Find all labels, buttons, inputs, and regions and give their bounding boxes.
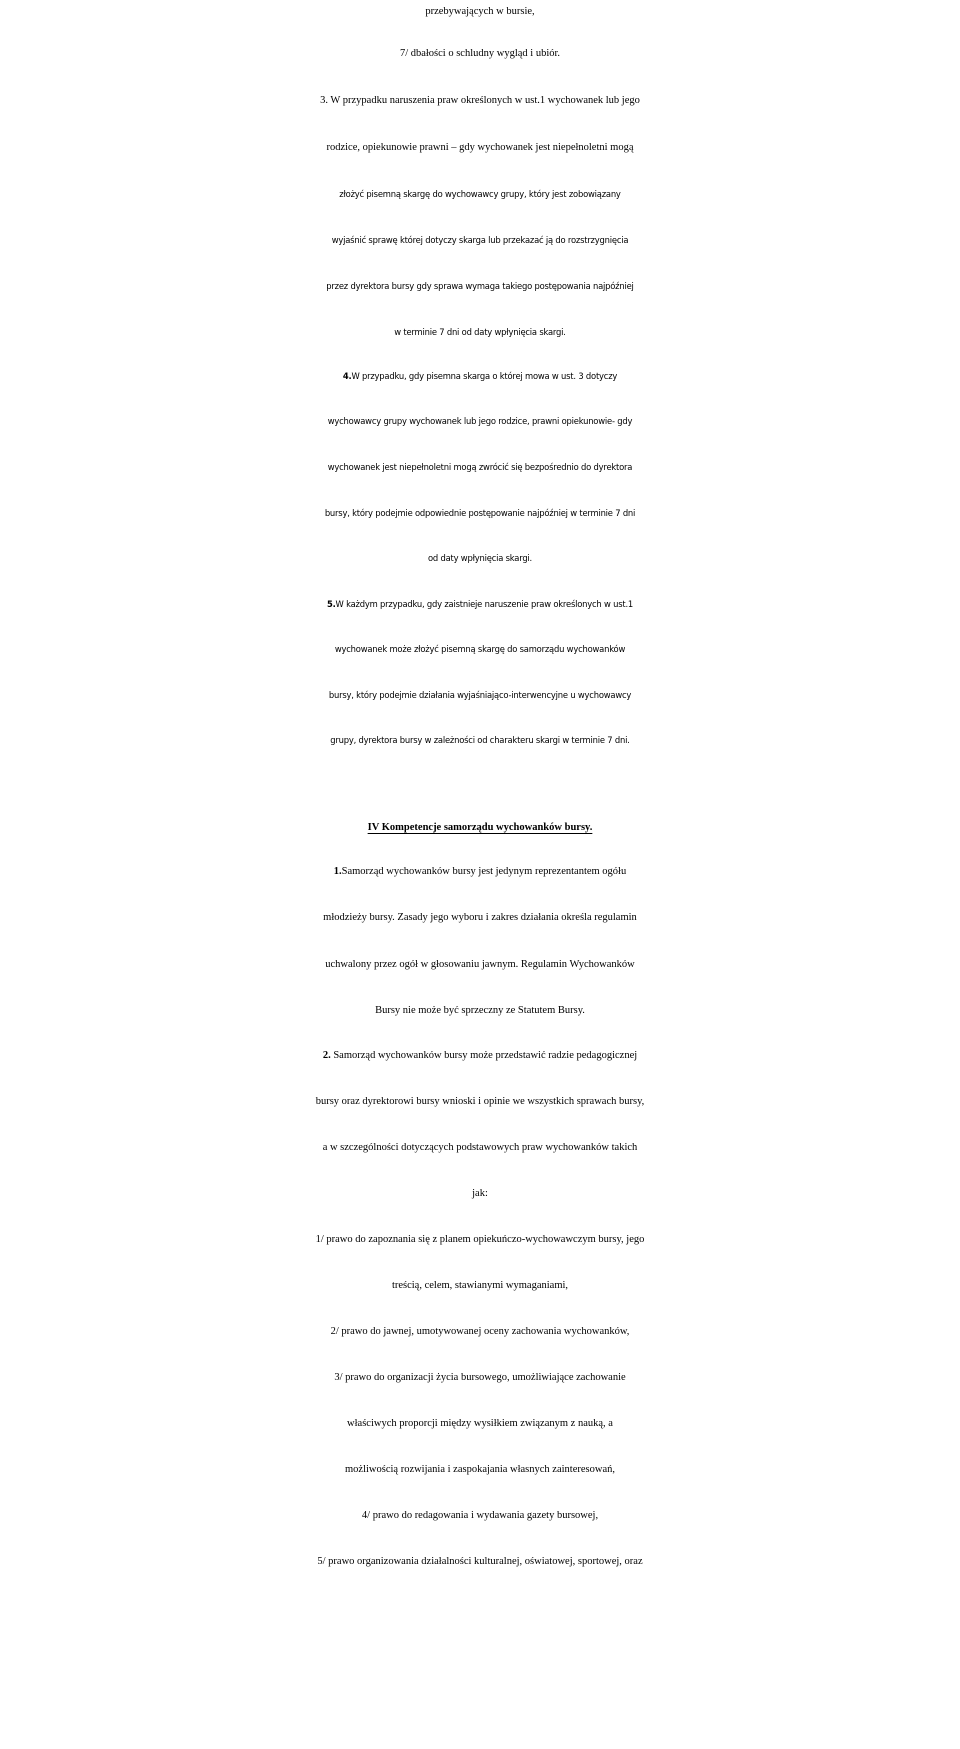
text-line: 7/ dbałości o schludny wygląd i ubiór. xyxy=(399,48,561,59)
list-item-continuation: treścią, celem, stawianymi wymaganiami, xyxy=(391,1280,569,1291)
text-line: od daty wpłynięcia skargi. xyxy=(427,553,533,563)
text-line: jak: xyxy=(472,1188,488,1199)
text-line: bursy, który podejmie odpowiednie postępowanie najpóźniej w terminie 7 dni xyxy=(324,508,636,518)
paragraph-2-line xyxy=(0,1041,960,1071)
section-heading: IV Kompetencje samorządu wychowanków bursy. xyxy=(367,822,593,833)
text-line: wychowanek jest niepełnoletni mogą zwrócić się bezpośrednio do dyrektora xyxy=(327,462,633,472)
text-line: złożyć pisemną skargę do wychowawcy grupy, który jest zobowiązany xyxy=(339,189,621,199)
list-item-continuation: właściwych proporcji między wysiłkiem związanym z nauką, a xyxy=(347,1418,613,1429)
text-line: W przypadku, gdy pisemna skarga o której mowa w ust. 3 dotyczy xyxy=(351,371,618,381)
paragraph-number: 4. xyxy=(342,371,352,381)
text-line: przebywających w bursie, xyxy=(425,6,535,17)
paragraph-number: 1. xyxy=(333,866,342,877)
list-item: 2/ prawo do jawnej, umotywowanej oceny zachowania wychowanków, xyxy=(330,1326,630,1337)
text-line: wychowawcy grupy wychowanek lub jego rodzice, prawni opiekunowie- gdy xyxy=(327,416,633,426)
text-line: bursy, który podejmie działania wyjaśniająco-interwencyjne u wychowawcy xyxy=(328,690,632,700)
list-item: 4/ prawo do redagowania i wydawania gazety bursowej, xyxy=(361,1510,599,1521)
paragraph-number: 2. xyxy=(322,1050,331,1061)
text-line: 3. W przypadku naruszenia praw określonych w ust.1 wychowanek lub jego xyxy=(320,95,640,106)
text-line: młodzieży bursy. Zasady jego wyboru i zakres działania określa regulamin xyxy=(323,912,637,923)
text-line: Bursy nie może być sprzeczny ze Statutem Bursy. xyxy=(375,1005,585,1016)
paragraph-number: 5. xyxy=(326,599,336,609)
text-line: W każdym przypadku, gdy zaistnieje naruszenie praw określonych w ust.1 xyxy=(335,599,634,609)
paragraph-5-line xyxy=(0,589,960,619)
paragraph-1-line xyxy=(0,857,960,887)
list-item-continuation: możliwością rozwijania i zaspokajania własnych zainteresowań, xyxy=(345,1464,615,1475)
list-item: 5/ prawo organizowania działalności kulturalnej, oświatowej, sportowej, oraz xyxy=(317,1556,643,1567)
paragraph-4-line xyxy=(0,361,960,391)
text-line: wyjaśnić sprawę której dotyczy skarga lub przekazać ją do rozstrzygnięcia xyxy=(331,235,629,245)
text-line: wychowanek może złożyć pisemną skargę do samorządu wychowanków xyxy=(334,644,626,654)
list-item: 3/ prawo do organizacji życia bursowego, umożliwiające zachowanie xyxy=(334,1372,626,1383)
text-line: w terminie 7 dni od daty wpłynięcia skargi. xyxy=(394,327,566,337)
text-line: uchwalony przez ogół w głosowaniu jawnym. Regulamin Wychowanków xyxy=(325,959,635,970)
text-line: bursy oraz dyrektorowi bursy wnioski i opinie we wszystkich sprawach bursy, xyxy=(315,1096,645,1107)
text-line: a w szczególności dotyczących podstawowych praw wychowanków takich xyxy=(322,1142,638,1153)
text-line: grupy, dyrektora bursy w zależności od charakteru skargi w terminie 7 dni. xyxy=(330,735,630,745)
text-line: rodzice, opiekunowie prawni – gdy wychowanek jest niepełnoletni mogą xyxy=(326,142,634,153)
text-line: przez dyrektora bursy gdy sprawa wymaga takiego postępowania najpóźniej xyxy=(326,281,634,291)
text-line: Samorząd wychowanków bursy jest jedynym reprezentantem ogółu xyxy=(341,866,627,877)
text-line: Samorząd wychowanków bursy może przedstawić radzie pedagogicznej xyxy=(330,1050,638,1061)
list-item: 1/ prawo do zapoznania się z planem opiekuńczo-wychowawczym bursy, jego xyxy=(315,1234,645,1245)
